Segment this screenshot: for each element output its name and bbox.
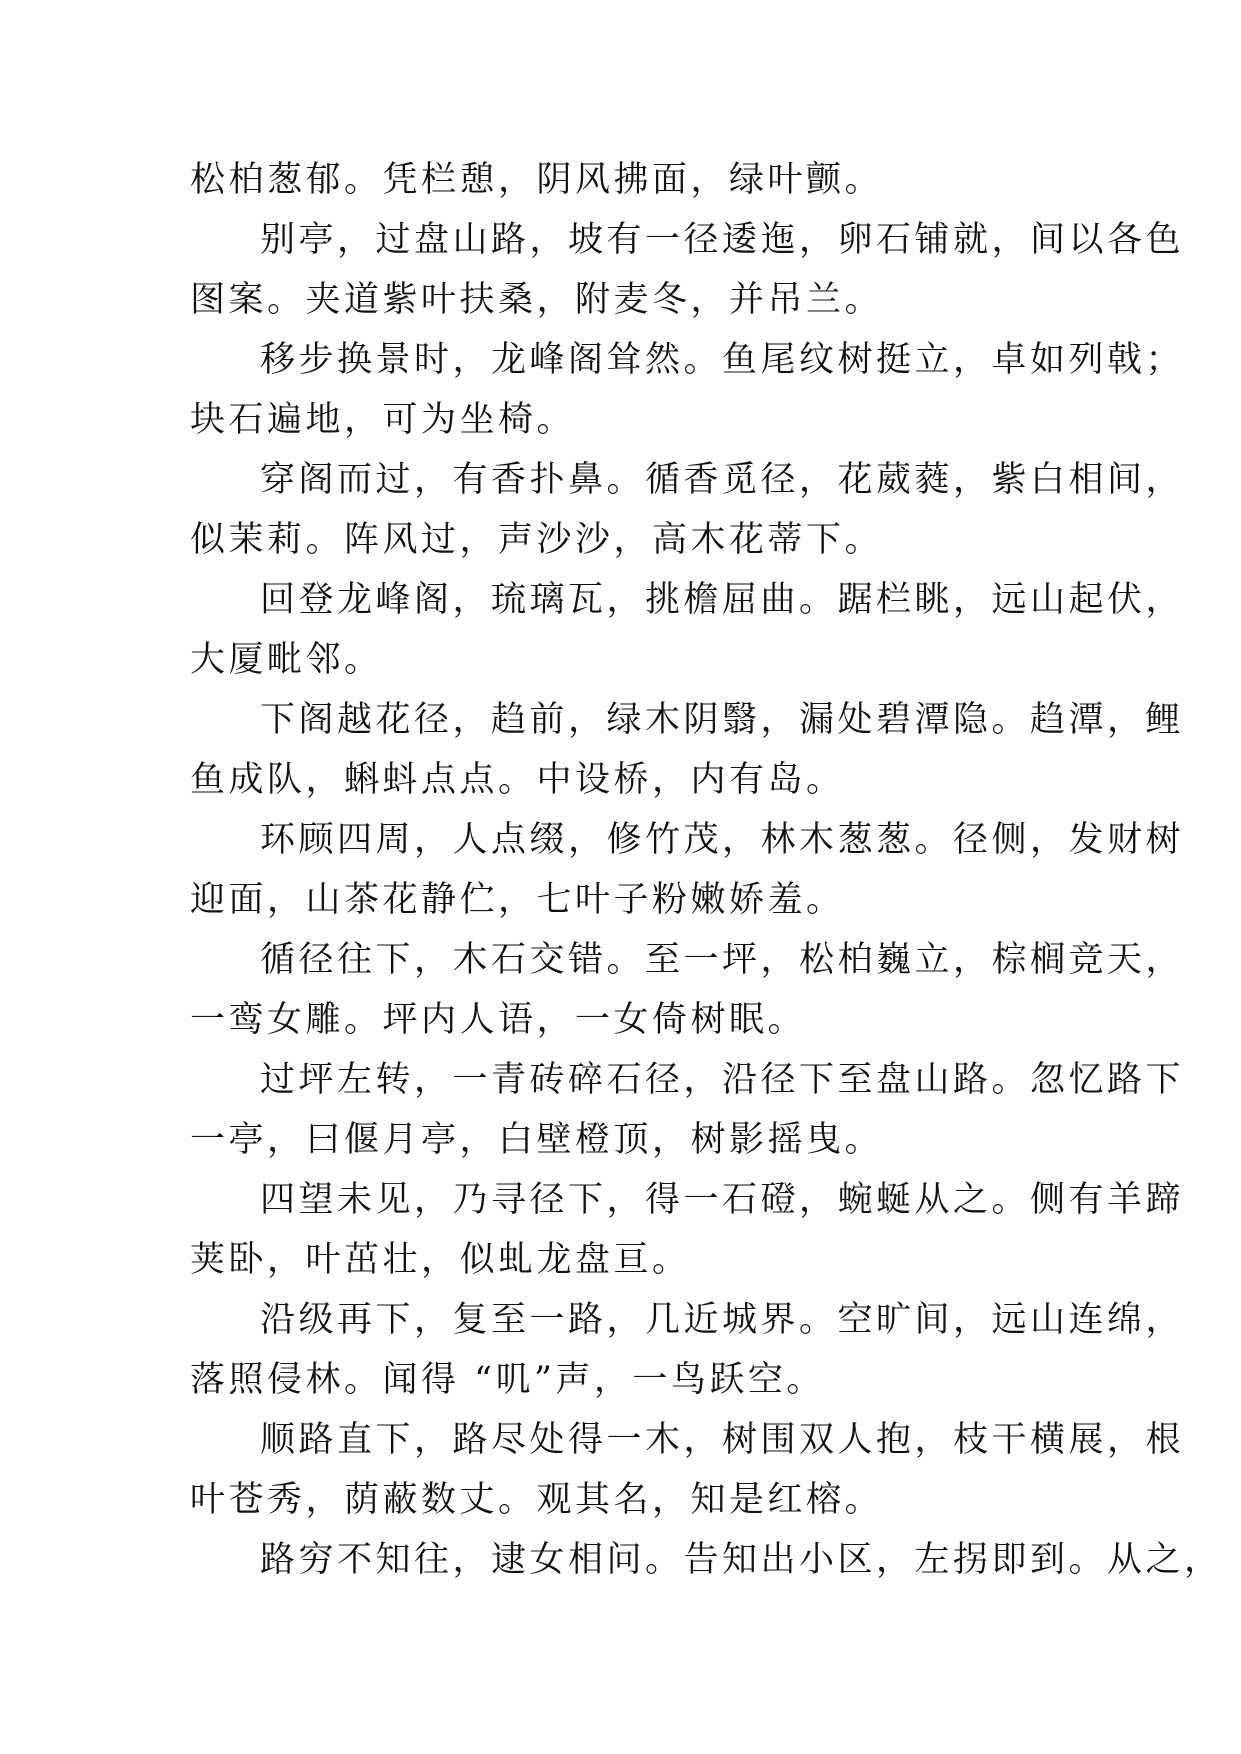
paragraph-first-line: 循径往下，木石交错。至一坪，松柏巍立，棕榈竞天， [260, 940, 1185, 980]
text-line: 一亭，曰偃月亭，白壁橙顶，树影摇曳。 [190, 1120, 884, 1160]
text-line: 迎面，山茶花静伫，七叶子粉嫩娇羞。 [190, 880, 845, 920]
paragraph-first-line: 下阁越花径，趋前，绿木阴翳，漏处碧潭隐。趋潭，鲤 [260, 700, 1185, 740]
paragraph-first-line: 沿级再下，复至一路，几近城界。空旷间，远山连绵， [260, 1300, 1185, 1340]
text-line: 叶苍秀，荫蔽数丈。观其名，知是红榕。 [190, 1480, 884, 1520]
text-line: 似茉莉。阵风过，声沙沙，高木花蒂下。 [190, 520, 884, 560]
text-line: 落照侵林。闻得 “叽”声，一鸟跃空。 [190, 1360, 825, 1400]
essay-text [190, 150, 1223, 1590]
paragraph-first-line: 移步换景时，龙峰阁耸然。鱼尾纹树挺立，卓如列戟； [260, 340, 1185, 380]
paragraph-first-line: 四望未见，乃寻径下，得一石磴，蜿蜒从之。侧有羊蹄 [260, 1180, 1185, 1220]
text-line: 鱼成队，蝌蚪点点。中设桥，内有岛。 [190, 760, 845, 800]
text-line: 荚卧，叶茁壮，似虬龙盘亘。 [190, 1240, 691, 1280]
paragraph-first-line: 环顾四周，人点缀，修竹茂，林木葱葱。径侧，发财树 [260, 820, 1185, 860]
paragraph-first-line: 路穷不知往，逮女相问。告知出小区，左拐即到。从之， [260, 1540, 1223, 1580]
text-line: 块石遍地，可为坐椅。 [190, 400, 576, 440]
paragraph-first-line: 回登龙峰阁，琉璃瓦，挑檐屈曲。踞栏眺，远山起伏， [260, 580, 1185, 620]
paragraph-first-line: 别亭，过盘山路，坡有一径逶迤，卵石铺就，间以各色 [260, 220, 1185, 260]
paragraph-first-line: 过坪左转，一青砖碎石径，沿径下至盘山路。忽忆路下 [260, 1060, 1185, 1100]
paragraph-first-line: 穿阁而过，有香扑鼻。循香觅径，花葳蕤，紫白相间， [260, 460, 1185, 500]
text-line: 大厦毗邻。 [190, 640, 383, 680]
text-line: 图案。夹道紫叶扶桑，附麦冬，并吊兰。 [190, 280, 884, 320]
paragraph-first-line: 顺路直下，路尽处得一木，树围双人抱，枝干横展，根 [260, 1420, 1185, 1460]
text-line: 松柏葱郁。凭栏憩，阴风拂面，绿叶颤。 [190, 160, 884, 200]
text-line: 一鸾女雕。坪内人语，一女倚树眠。 [190, 1000, 807, 1040]
